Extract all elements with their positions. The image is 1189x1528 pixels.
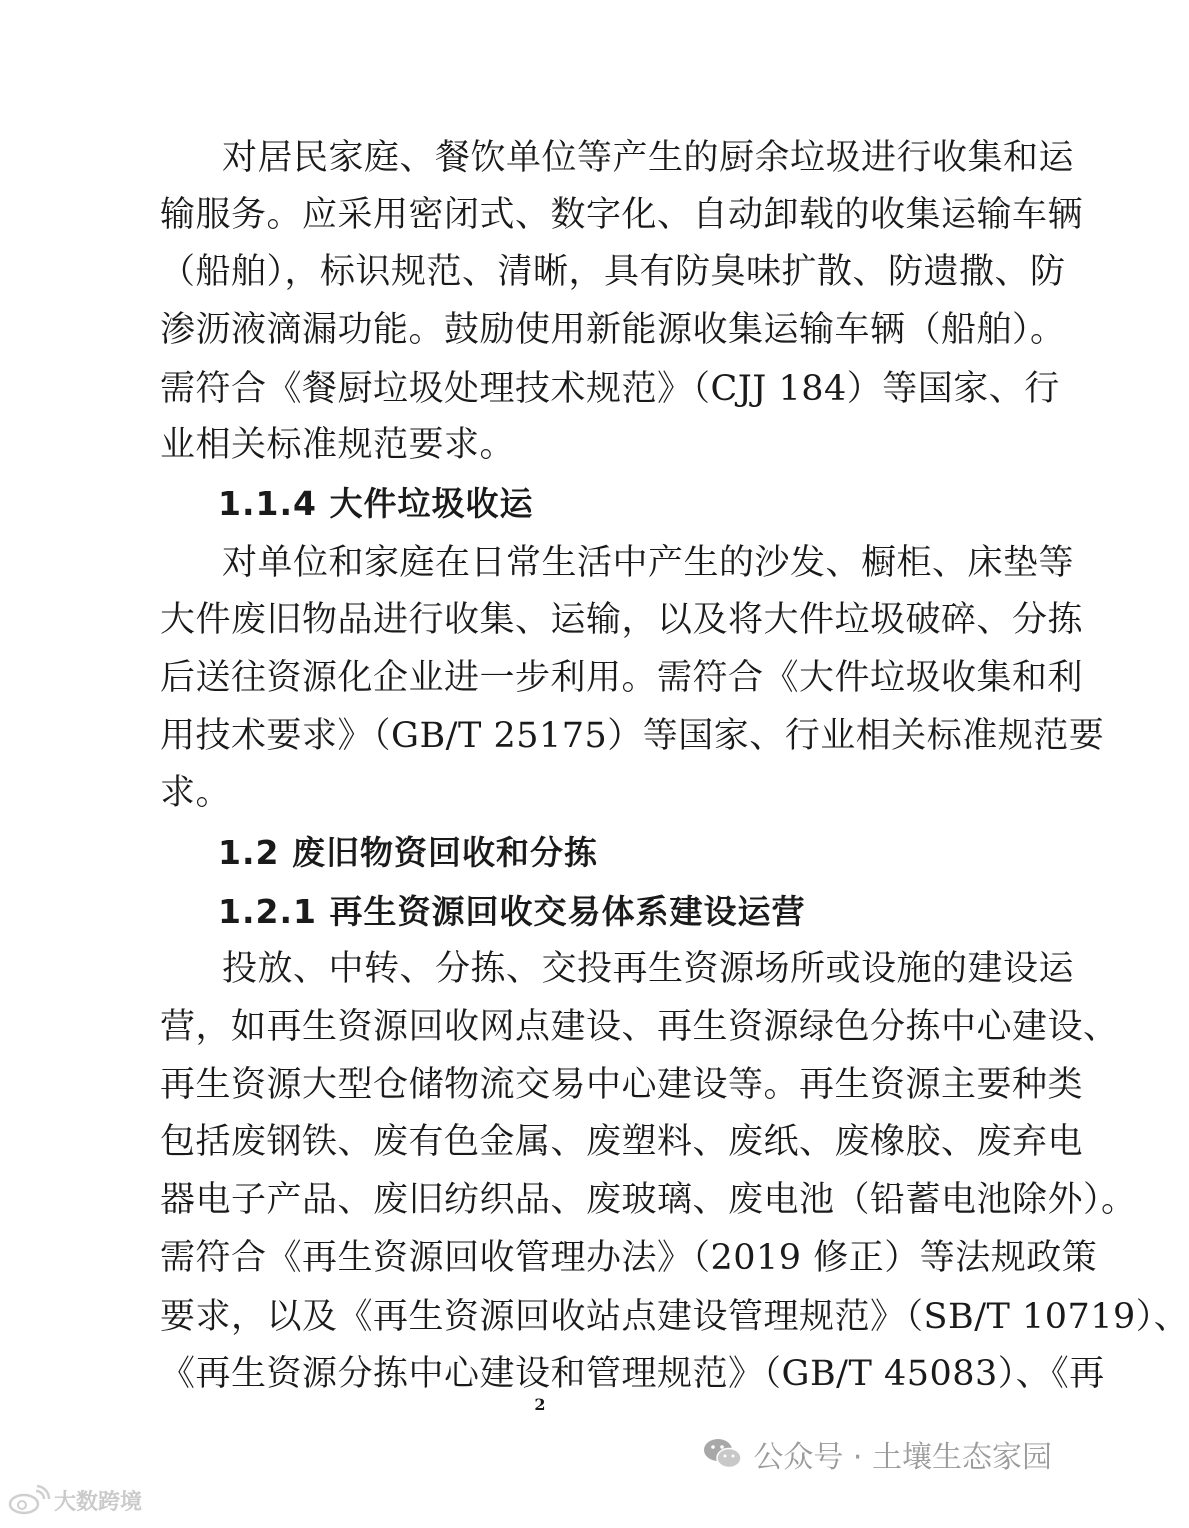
weibo-logo-icon xyxy=(8,1485,50,1515)
paragraph-line: 需符合《餐厨垃圾处理技术规范》（CJJ 184）等国家、行 xyxy=(160,369,1060,409)
paragraph-line: 营，如再生资源回收网点建设、再生资源绿色分拣中心建设、 xyxy=(160,1007,1119,1047)
wechat-logo-icon xyxy=(703,1437,743,1471)
weibo-watermark xyxy=(8,1482,142,1518)
paragraph-line: 器电子产品、废旧纺织品、废玻璃、废电池（铅蓄电池除外）。 xyxy=(160,1180,1137,1220)
paragraph-line: 求。 xyxy=(160,773,232,813)
section-heading-1-1-4: 1.1.4 大件垃圾收运 xyxy=(218,484,534,523)
page-number: 2 xyxy=(534,1395,546,1414)
weibo-watermark-text: 大数跨境 xyxy=(54,1489,143,1515)
paragraph-line: 后送往资源化企业进一步利用。需符合《大件垃圾收集和利 xyxy=(160,658,1084,698)
wechat-watermark-text: 公众号 · 土壤生态家园 xyxy=(753,1440,1052,1475)
paragraph-line: 《再生资源分拣中心建设和管理规范》（GB/T 45083）、《再 xyxy=(160,1354,1105,1394)
section-heading-1-2: 1.2 废旧物资回收和分拣 xyxy=(218,833,598,872)
paragraph-line: （船舶），标识规范、清晰，具有防臭味扩散、防遗撒、防 xyxy=(160,252,1066,292)
paragraph-line: 大件废旧物品进行收集、运输，以及将大件垃圾破碎、分拣 xyxy=(160,600,1084,640)
paragraph-line: 需符合《再生资源回收管理办法》（2019 修正）等法规政策 xyxy=(160,1238,1098,1278)
paragraph-line: 用技术要求》（GB/T 25175）等国家、行业相关标准规范要 xyxy=(160,716,1105,756)
paragraph-line: 再生资源大型仓储物流交易中心建设等。再生资源主要种类 xyxy=(160,1065,1084,1105)
paragraph-line: 输服务。应采用密闭式、数字化、自动卸载的收集运输车辆 xyxy=(160,195,1084,235)
paragraph-line: 对居民家庭、餐饮单位等产生的厨余垃圾进行收集和运 xyxy=(222,138,1075,178)
paragraph-line: 对单位和家庭在日常生活中产生的沙发、橱柜、床垫等 xyxy=(222,543,1075,583)
section-heading-1-2-1: 1.2.1 再生资源回收交易体系建设运营 xyxy=(218,892,806,931)
paragraph-line: 投放、中转、分拣、交投再生资源场所或设施的建设运 xyxy=(222,949,1075,989)
paragraph-line: 要求，以及《再生资源回收站点建设管理规范》（SB/T 10719）、 xyxy=(160,1297,1189,1337)
wechat-watermark xyxy=(703,1432,1052,1476)
paragraph-line: 渗沥液滴漏功能。鼓励使用新能源收集运输车辆（船舶）。 xyxy=(160,310,1066,350)
paragraph-line: 业相关标准规范要求。 xyxy=(160,425,516,465)
paragraph-line: 包括废钢铁、废有色金属、废塑料、废纸、废橡胶、废弃电 xyxy=(160,1122,1084,1162)
